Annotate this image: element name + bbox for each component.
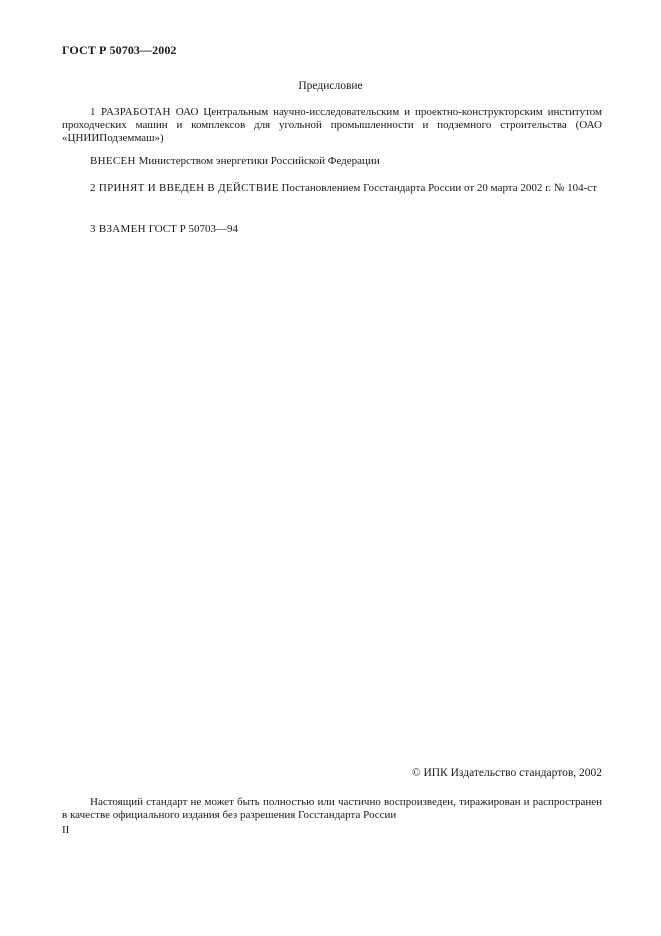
preface-item-1-text: ОАО Центральным научно-исследовательским и проектно-конструкторским институтом проходческих машин и комплексов для угольной промышленности и подземного строительства (ОАО «ЦНИИПодземмаш»)	[62, 106, 603, 144]
preface-item-3-caps: 3 ВЗАМЕН	[90, 223, 146, 235]
preface-item-1-caps: 1 РАЗРАБОТАН	[90, 106, 171, 118]
page-number: II	[62, 824, 70, 836]
preface-item-2-text: Постановлением Госстандарта России от 20 марта 2002 г. № 104-ст	[278, 182, 597, 194]
copyright-notice: © ИПК Издательство стандартов, 2002	[411, 767, 602, 779]
preface-item-1b	[62, 155, 602, 168]
preface-item-1b-caps: ВНЕСЕН	[90, 155, 136, 167]
standard-code-header: ГОСТ Р 50703—2002	[62, 43, 177, 57]
preface-item-2-caps: 2 ПРИНЯТ И ВВЕДЕН В ДЕЙСТВИЕ	[90, 182, 279, 194]
preface-title: Предисловие	[298, 80, 363, 92]
preface-item-2	[62, 182, 602, 195]
preface-item-3	[62, 223, 602, 236]
preface-item-1	[62, 106, 602, 145]
preface-item-3-text: ГОСТ Р 50703—94	[145, 223, 238, 235]
reproduction-notice: Настоящий стандарт не может быть полностью или частично воспроизведен, тиражирован и распространен в качестве официального издания без разрешения Госстандарта России	[62, 796, 602, 821]
preface-item-1b-text: Министерством энергетики Российской Федерации	[135, 155, 380, 167]
